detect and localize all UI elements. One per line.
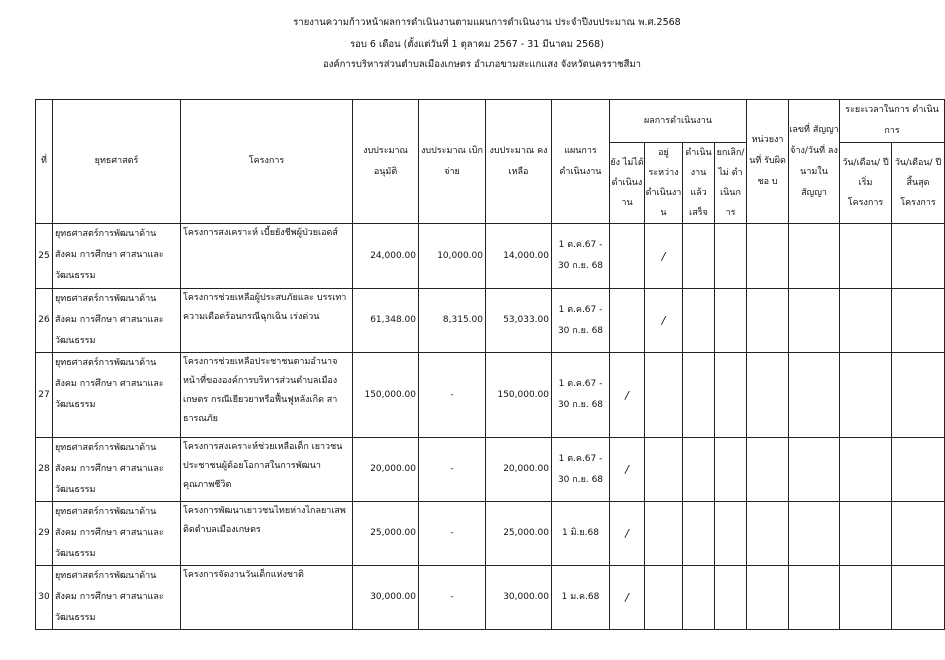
row-in-progress: /: [645, 224, 683, 289]
row-end: [892, 289, 945, 353]
row-not-started: [610, 289, 645, 353]
col-approved: งบประมาณ อนุมัติ: [353, 100, 419, 224]
row-responsible: [747, 438, 789, 502]
progress-table: [35, 99, 945, 630]
row-responsible: [747, 224, 789, 289]
row-start: [840, 502, 892, 566]
report-period: รอบ 6 เดือน (ตั้งแต่วันที่ 1 ตุลาคม 2567 - 31 มีนาคม 2568): [350, 39, 604, 50]
col-start: วัน/เดือน/ ปี เริ่ม โครงการ: [840, 143, 892, 224]
row-start: [840, 353, 892, 438]
row-not-started: [610, 224, 645, 289]
table-row: [36, 289, 945, 353]
row-not-started: /: [610, 438, 645, 502]
table-row: [36, 353, 945, 438]
row-responsible: [747, 502, 789, 566]
row-strategy: ยุทธศาสตร์การพัฒนาด้าน สังคม การศึกษา ศาสนาและ วัฒนธรรม: [53, 502, 181, 566]
row-responsible: [747, 289, 789, 353]
col-plan: แผนการ ดำเนินงาน: [552, 100, 610, 224]
report-title: รายงานความก้าวหน้าผลการดำเนินงานตามแผนการดำเนินงาน ประจำปีงบประมาณ พ.ศ.2568: [293, 17, 681, 28]
col-cancelled: ยกเลิก/ ไม่ ดำเนินก าร: [715, 143, 747, 224]
row-strategy: ยุทธศาสตร์การพัฒนาด้าน สังคม การศึกษา ศาสนาและ วัฒนธรรม: [53, 289, 181, 353]
row-plan-start: 1 มิ.ย.68: [562, 528, 599, 538]
row-no: 27: [36, 353, 53, 438]
row-strategy: ยุทธศาสตร์การพัฒนาด้าน สังคม การศึกษา ศาสนาและ วัฒนธรรม: [53, 353, 181, 438]
row-strategy: ยุทธศาสตร์การพัฒนาด้าน สังคม การศึกษา ศาสนาและ วัฒนธรรม: [53, 224, 181, 289]
row-in-progress: [645, 353, 683, 438]
col-not-started: ยัง ไม่ได้ ดำเนินง าน: [610, 143, 645, 224]
row-project: โครงการสงเคราะห์ เบี้ยยังชีพผู้ป่วยเอดส์: [181, 224, 353, 289]
row-cancelled: [715, 566, 747, 630]
row-disbursed: 8,315.00: [419, 289, 486, 353]
row-project: โครงการจัดงานวันเด็กแห่งชาติ: [181, 566, 353, 630]
row-plan: [552, 566, 610, 630]
row-done: [683, 289, 715, 353]
row-approved: 20,000.00: [353, 438, 419, 502]
table-row: [36, 438, 945, 502]
col-period-group: ระยะเวลาในการ ดำเนินการ: [840, 100, 945, 143]
row-end: [892, 566, 945, 630]
row-plan-start: 1 ม.ค.68: [561, 592, 600, 602]
col-contract: เลขที่ สัญญา จ้าง/วันที่ ลงนามใน สัญญา: [789, 100, 840, 224]
table-row: [36, 566, 945, 630]
row-start: [840, 224, 892, 289]
row-plan-end: 30 ก.ย. 68: [557, 400, 604, 410]
row-done: [683, 566, 715, 630]
col-responsible: หน่วยงา นที่ รับผิดชอ บ: [747, 100, 789, 224]
row-disbursed: -: [419, 353, 486, 438]
row-in-progress: [645, 502, 683, 566]
row-strategy: ยุทธศาสตร์การพัฒนาด้าน สังคม การศึกษา ศาสนาและ วัฒนธรรม: [53, 438, 181, 502]
row-plan-start: 1 ต.ค.67 -: [558, 304, 603, 315]
col-no: ที่: [36, 100, 53, 224]
row-disbursed: -: [419, 438, 486, 502]
row-start: [840, 438, 892, 502]
row-remaining: 14,000.00: [486, 224, 552, 289]
row-cancelled: [715, 438, 747, 502]
row-no: 29: [36, 502, 53, 566]
col-remaining: งบประมาณ คงเหลือ: [486, 100, 552, 224]
row-disbursed: -: [419, 502, 486, 566]
row-in-progress: [645, 566, 683, 630]
report-organization: องค์การบริหารส่วนตำบลเมืองเกษตร อำเภอขามสะแกแสง จังหวัดนครราชสีมา: [322, 59, 641, 70]
row-end: [892, 502, 945, 566]
row-end: [892, 438, 945, 502]
row-plan-start: 1 ต.ค.67 -: [558, 379, 603, 389]
row-plan: [552, 438, 610, 502]
row-start: [840, 289, 892, 353]
row-project: โครงการช่วยเหลือผู้ประสบภัยและ บรรเทาความเดือดร้อนกรณีฉุกเฉิน เร่งด่วน: [181, 289, 353, 353]
row-approved: 24,000.00: [353, 224, 419, 289]
row-end: [892, 224, 945, 289]
row-plan-start: 1 ต.ค.67 -: [558, 240, 603, 250]
row-cancelled: [715, 224, 747, 289]
row-contract: [789, 289, 840, 353]
row-no: 25: [36, 224, 53, 289]
row-plan-start: 1 ต.ค.67 -: [558, 453, 603, 464]
col-project: โครงการ: [181, 100, 353, 224]
row-remaining: 25,000.00: [486, 502, 552, 566]
table-row: [36, 502, 945, 566]
col-result-group: ผลการดำเนินงาน: [610, 100, 747, 143]
row-not-started: /: [610, 353, 645, 438]
row-no: 26: [36, 289, 53, 353]
row-project: โครงการสงเคราะห์ช่วยเหลือเด็ก เยาวชน ประชาชนผู้ด้อยโอกาสในการพัฒนา คุณภาพชีวิต: [181, 438, 353, 502]
row-done: [683, 502, 715, 566]
row-plan: [552, 224, 610, 289]
row-contract: [789, 438, 840, 502]
row-plan: [552, 353, 610, 438]
row-remaining: 150,000.00: [486, 353, 552, 438]
row-approved: 25,000.00: [353, 502, 419, 566]
row-plan-end: 30 ก.ย. 68: [557, 474, 604, 485]
col-end: วัน/เดือน/ ปี สิ้นสุด โครงการ: [892, 143, 945, 224]
row-done: [683, 353, 715, 438]
row-project: โครงการพัฒนาเยาวชนไทยห่างไกลยาเสพ ติดตำบลเมืองเกษตร: [181, 502, 353, 566]
row-remaining: 53,033.00: [486, 289, 552, 353]
row-plan: [552, 289, 610, 353]
row-in-progress: [645, 438, 683, 502]
row-contract: [789, 566, 840, 630]
row-disbursed: 10,000.00: [419, 224, 486, 289]
table-row: [36, 224, 945, 289]
col-disbursed: งบประมาณ เบิกจ่าย: [419, 100, 486, 224]
row-disbursed: -: [419, 566, 486, 630]
row-strategy: ยุทธศาสตร์การพัฒนาด้าน สังคม การศึกษา ศาสนาและ วัฒนธรรม: [53, 566, 181, 630]
row-plan-end: 30 ก.ย. 68: [557, 261, 604, 271]
row-not-started: /: [610, 502, 645, 566]
row-contract: [789, 224, 840, 289]
row-approved: 61,348.00: [353, 289, 419, 353]
row-plan: [552, 502, 610, 566]
row-cancelled: [715, 502, 747, 566]
row-no: 28: [36, 438, 53, 502]
row-cancelled: [715, 353, 747, 438]
row-contract: [789, 502, 840, 566]
row-plan-end: 30 ก.ย. 68: [557, 325, 604, 336]
row-responsible: [747, 566, 789, 630]
row-cancelled: [715, 289, 747, 353]
row-project: โครงการช่วยเหลือประชาชนตามอำนาจ หน้าที่ขององค์การบริหารส่วนตำบลเมือง เกษตร กรณีเยียวยาหรือฟื้นฟูหลังเกิด สา ธารณภัย: [181, 353, 353, 438]
row-no: 30: [36, 566, 53, 630]
row-approved: 30,000.00: [353, 566, 419, 630]
row-in-progress: /: [645, 289, 683, 353]
row-not-started: /: [610, 566, 645, 630]
row-done: [683, 224, 715, 289]
row-responsible: [747, 353, 789, 438]
col-in-progress: อยู่ ระหว่าง ดำเนินงา น: [645, 143, 683, 224]
row-end: [892, 353, 945, 438]
col-done: ดำเนิน งาน แล้ว เสร็จ: [683, 143, 715, 224]
row-approved: 150,000.00: [353, 353, 419, 438]
col-strategy: ยุทธศาสตร์: [53, 100, 181, 224]
row-remaining: 30,000.00: [486, 566, 552, 630]
row-done: [683, 438, 715, 502]
row-remaining: 20,000.00: [486, 438, 552, 502]
row-contract: [789, 353, 840, 438]
row-start: [840, 566, 892, 630]
